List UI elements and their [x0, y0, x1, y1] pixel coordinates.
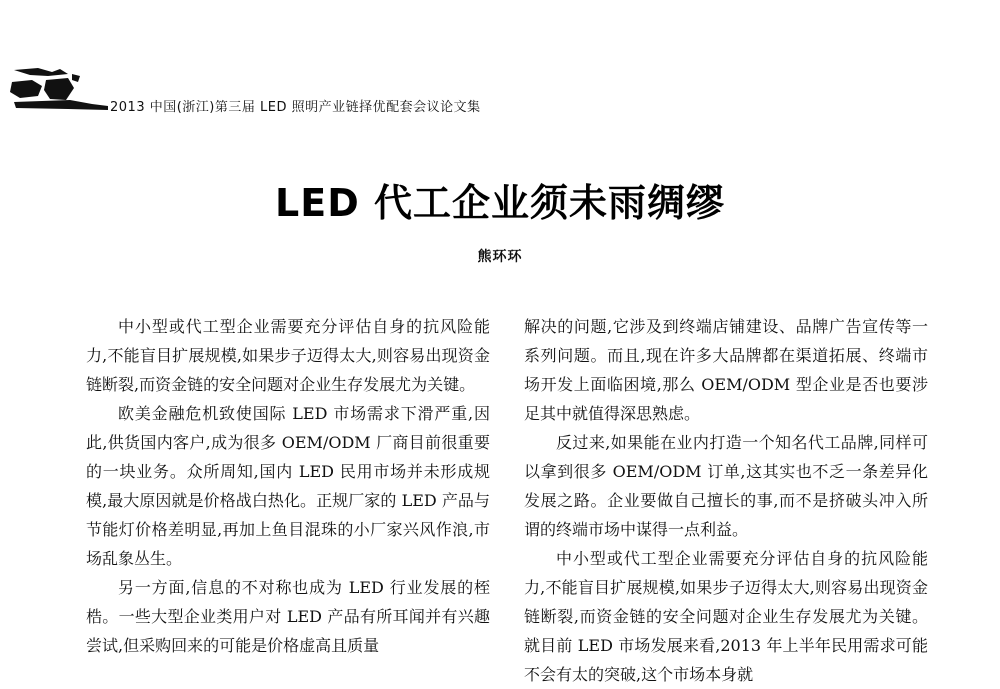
body-paragraph: 中小型或代工型企业需要充分评估自身的抗风险能力,不能盲目扩展规模,如果步子迈得太大,则容易出现资金链断裂,而资金链的安全问题对企业生存发展尤为关键。 [86, 317, 490, 394]
left-column [86, 312, 490, 660]
body-paragraph: 欧美金融危机致使国际 LED 市场需求下滑严重,因此,供货国内客户,成为很多 OEM/ODM 厂商目前很重要的一块业务。众所周知,国内 LED 民用市场并未形成规模,最大原因就是价格战白热化。正规厂家的 LED 产品与节能灯价格差明显,再加上鱼目混珠的小厂家兴风作浪,市场乱象丛生。 [86, 404, 490, 568]
right-column [524, 312, 928, 689]
continued-paragraph: 解决的问题,它涉及到终端店铺建设、品牌广告宣传等一系列问题。而且,现在许多大品牌都在渠道拓展、终端市场开发上面临困境,那么 OEM/ODM 型企业是否也要涉足其中就值得深思熟虑。 [524, 317, 928, 423]
publisher-logo [8, 66, 108, 116]
body-paragraph: 另一方面,信息的不对称也成为 LED 行业发展的桎梏。一些大型企业类用户对 LED 产品有所耳闻并有兴趣尝试,但采购回来的可能是价格虚高且质量 [86, 578, 490, 655]
body-paragraph: 反过来,如果能在业内打造一个知名代工品牌,同样可以拿到很多 OEM/ODM 订单,这其实也不乏一条差异化发展之路。企业要做自己擅长的事,而不是挤破头冲入所谓的终端市场中谋得一点利益。 [524, 433, 928, 539]
body-paragraph: 中小型或代工型企业需要充分评估自身的抗风险能力,不能盲目扩展规模,如果步子迈得太大,则容易出现资金链断裂,而资金链的安全问题对企业生存发展尤为关键。就目前 LED 市场发展来看,2013 年上半年民用需求可能不会有太的突破,这个市场本身就 [524, 549, 928, 684]
article-title: LED 代工企业须未雨绸缪 [275, 181, 725, 225]
article-author: 熊环环 [477, 249, 523, 265]
running-header: 2013 中国(浙江)第三届 LED 照明产业链择优配套会议论文集 [110, 100, 481, 115]
